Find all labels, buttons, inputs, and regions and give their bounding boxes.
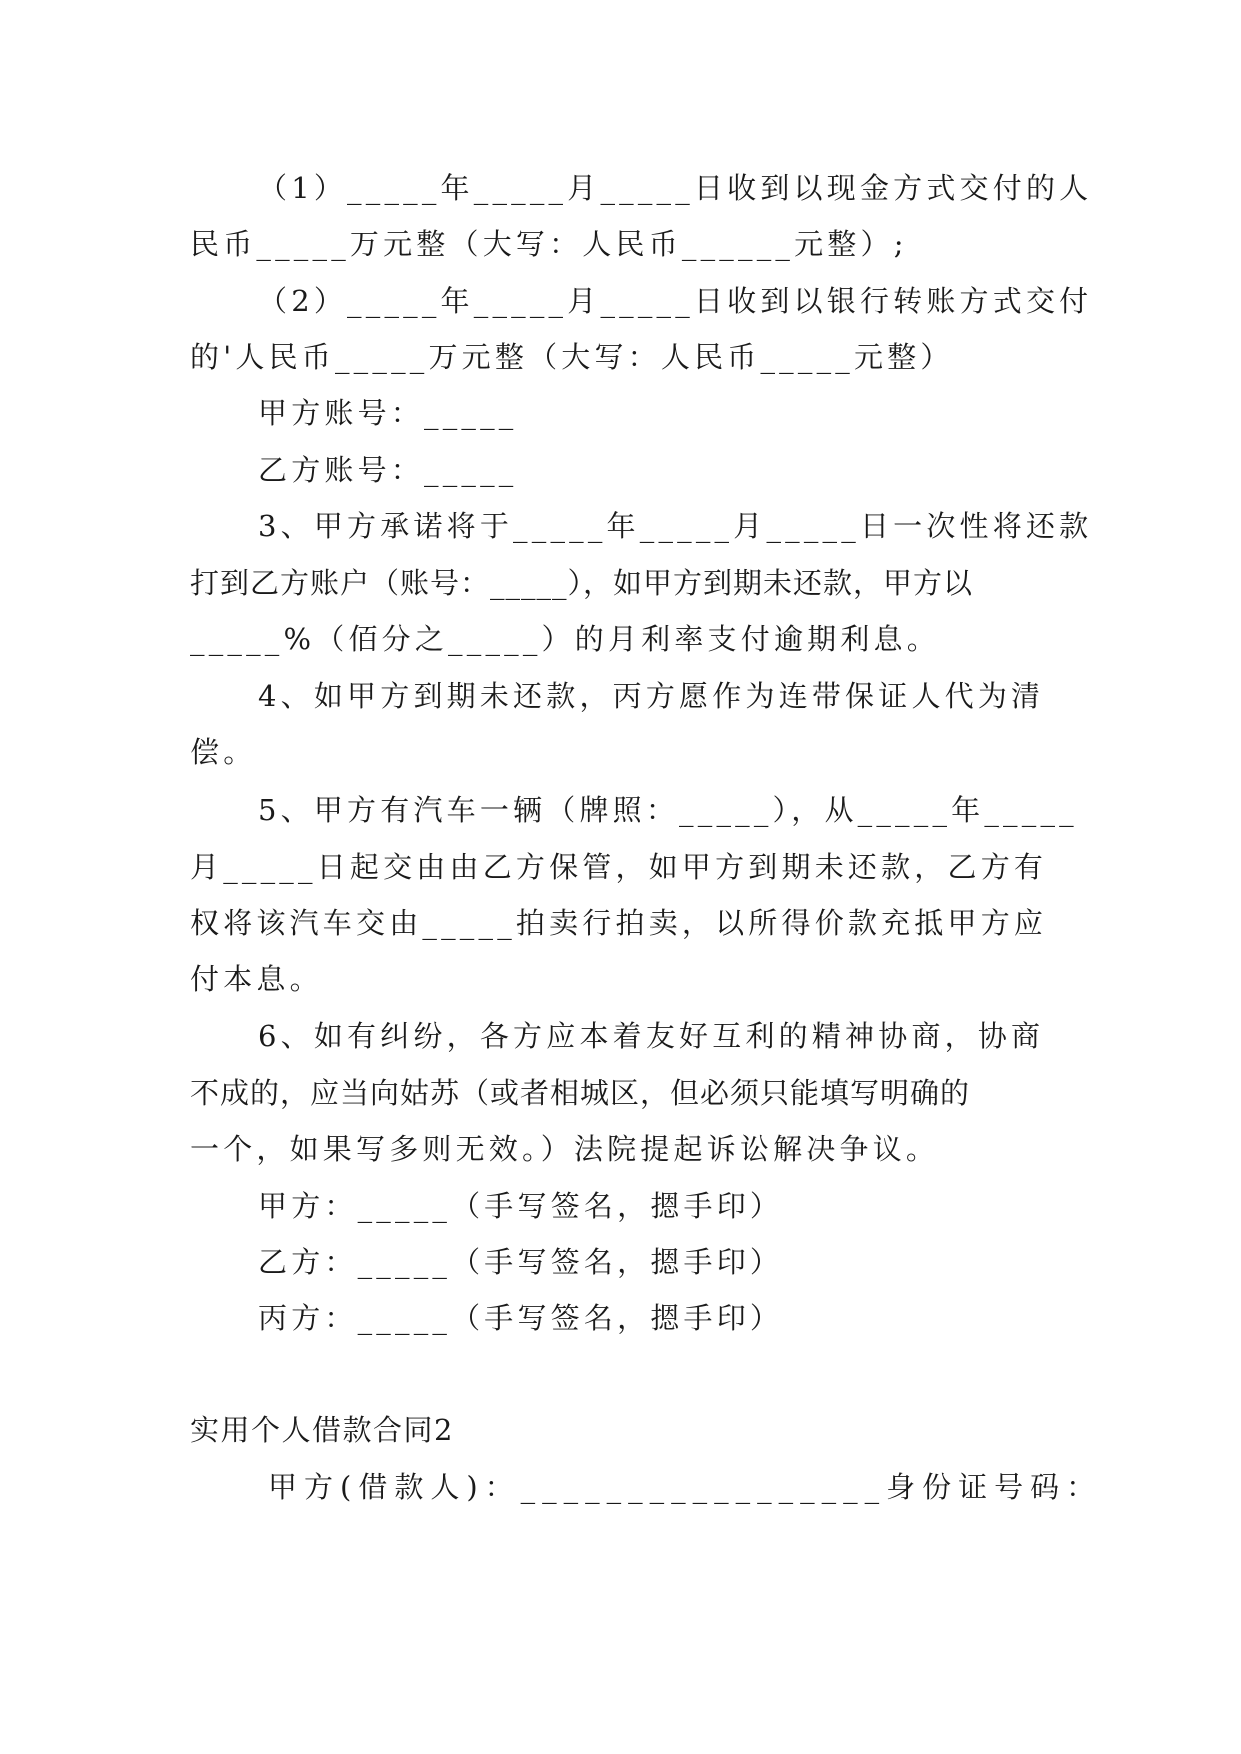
signature-party-c: 丙方：_____（手写签名，摁手印） bbox=[258, 1301, 784, 1335]
clause-6-line-2: 不成的，应当向姑苏（或者相城区，但必须只能填写明确的 bbox=[190, 1076, 971, 1110]
clause-4-line-1: 4、如甲方到期未还款，丙方愿作为连带保证人代为清 bbox=[258, 679, 1045, 713]
clause-5-line-2: 月_____日起交由由乙方保管，如甲方到期未还款，乙方有 bbox=[190, 850, 1048, 884]
clause-2-line-1: （2）_____年_____月_____日收到以银行转账方式交付 bbox=[258, 284, 1093, 318]
clause-1-line-1: （1）_____年_____月_____日收到以现金方式交付的人 bbox=[258, 171, 1093, 205]
signature-party-b: 乙方：_____（手写签名，摁手印） bbox=[258, 1245, 784, 1279]
clause-4-line-2: 偿。 bbox=[190, 735, 257, 769]
clause-6-line-1: 6、如有纠纷，各方应本着友好互利的精神协商，协商 bbox=[258, 1019, 1045, 1053]
party-b-account: 乙方账号：_____ bbox=[258, 453, 518, 487]
clause-2-line-2: 的'人民币_____万元整（大写：人民币_____元整） bbox=[190, 340, 954, 374]
clause-5-line-3: 权将该汽车交由_____拍卖行拍卖，以所得价款充抵甲方应 bbox=[190, 906, 1048, 940]
clause-3-line-2: 打到乙方账户（账号：_____），如甲方到期未还款，甲方以 bbox=[190, 566, 974, 600]
clause-5-line-4: 付本息。 bbox=[190, 962, 323, 996]
signature-party-a: 甲方：_____（手写签名，摁手印） bbox=[258, 1189, 784, 1223]
clause-6-line-3: 一个，如果写多则无效。）法院提起诉讼解决争议。 bbox=[190, 1132, 940, 1166]
clause-5-line-1: 5、甲方有汽车一辆（牌照：_____），从_____年_____ bbox=[258, 793, 1078, 827]
borrower-line: 甲方(借款人)：_________________身份证号码： bbox=[268, 1470, 1103, 1504]
section-title: 实用个人借款合同2 bbox=[190, 1413, 454, 1447]
clause-3-line-3: _____%（佰分之_____）的月利率支付逾期利息。 bbox=[190, 622, 940, 656]
clause-3-line-1: 3、甲方承诺将于_____年_____月_____日一次性将还款 bbox=[258, 509, 1093, 543]
party-a-account: 甲方账号：_____ bbox=[258, 396, 518, 430]
clause-1-line-2: 民币_____万元整（大写：人民币______元整）; bbox=[190, 227, 908, 261]
